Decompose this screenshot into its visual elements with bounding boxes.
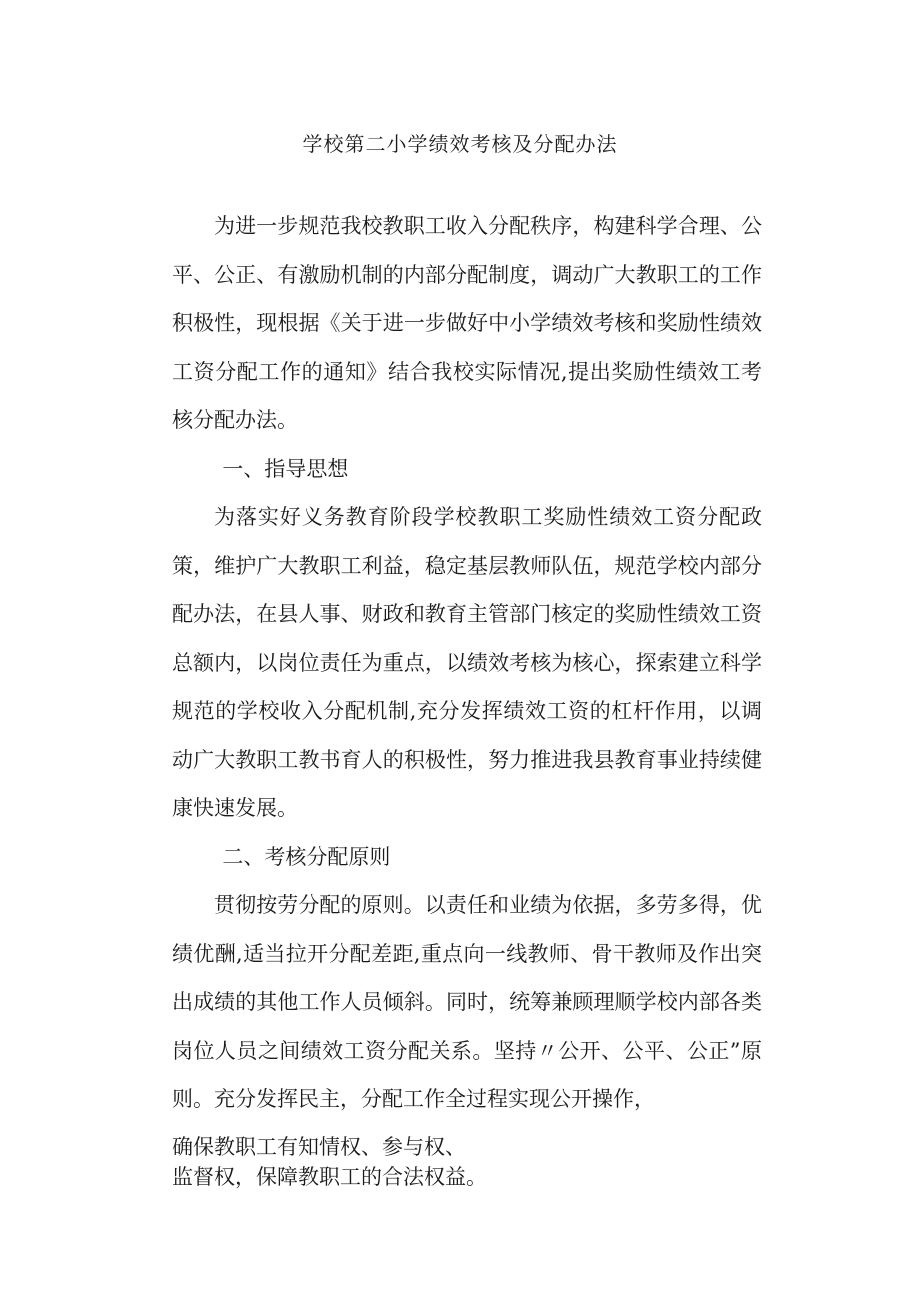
- section-heading-distribution-principles: 二、考核分配原则: [222, 844, 391, 869]
- section-paragraph-distribution-principles: 贯彻按劳分配的原则。以责任和业绩为依据，多劳多得，优绩优酬,适当拉开分配差距,重点向一线教师、骨干教师及作出突出成绩的其他工作人员倾斜。同时，统筹兼顾理顺学校内部各类岗位人员之间绩效工资分配关系。坚持〃公开、公平、公正”原则。充分发挥民主，分配工作全过程实现公开操作，: [172, 893, 762, 1111]
- section-heading-guiding-ideology: 一、指导思想: [222, 456, 349, 481]
- intro-paragraph: 为进一步规范我校教职工收入分配秩序，构建科学合理、公平、公正、有激励机制的内部分配制度，调动广大教职工的工作积极性，现根据《关于进一步做好中小学绩效考核和奖励性绩效工资分配工作的通知》结合我校实际情况,提出奖励性绩效工考核分配办法。: [172, 214, 762, 432]
- document-body: [172, 202, 762, 1192]
- section-tail-line: 确保教职工有知情权、参与权、: [172, 1134, 466, 1159]
- section-tail-line: 监督权，保障教职工的合法权益。: [172, 1164, 487, 1189]
- section-paragraph-guiding-ideology: 为落实好义务教育阶段学校教职工奖励性绩效工资分配政策，维护广大教职工利益，稳定基层教师队伍，规范学校内部分配办法，在县人事、财政和教育主管部门核定的奖励性绩效工资总额内，以岗位责任为重点，以绩效考核为核心，探索建立科学规范的学校收入分配机制,充分发挥绩效工资的杠杆作用，以调动广大教职工教书育人的积极性，努力推进我县教育事业持续健康快速发展。: [172, 505, 762, 820]
- document-title: 学校第二小学绩效考核及分配办法: [302, 132, 618, 156]
